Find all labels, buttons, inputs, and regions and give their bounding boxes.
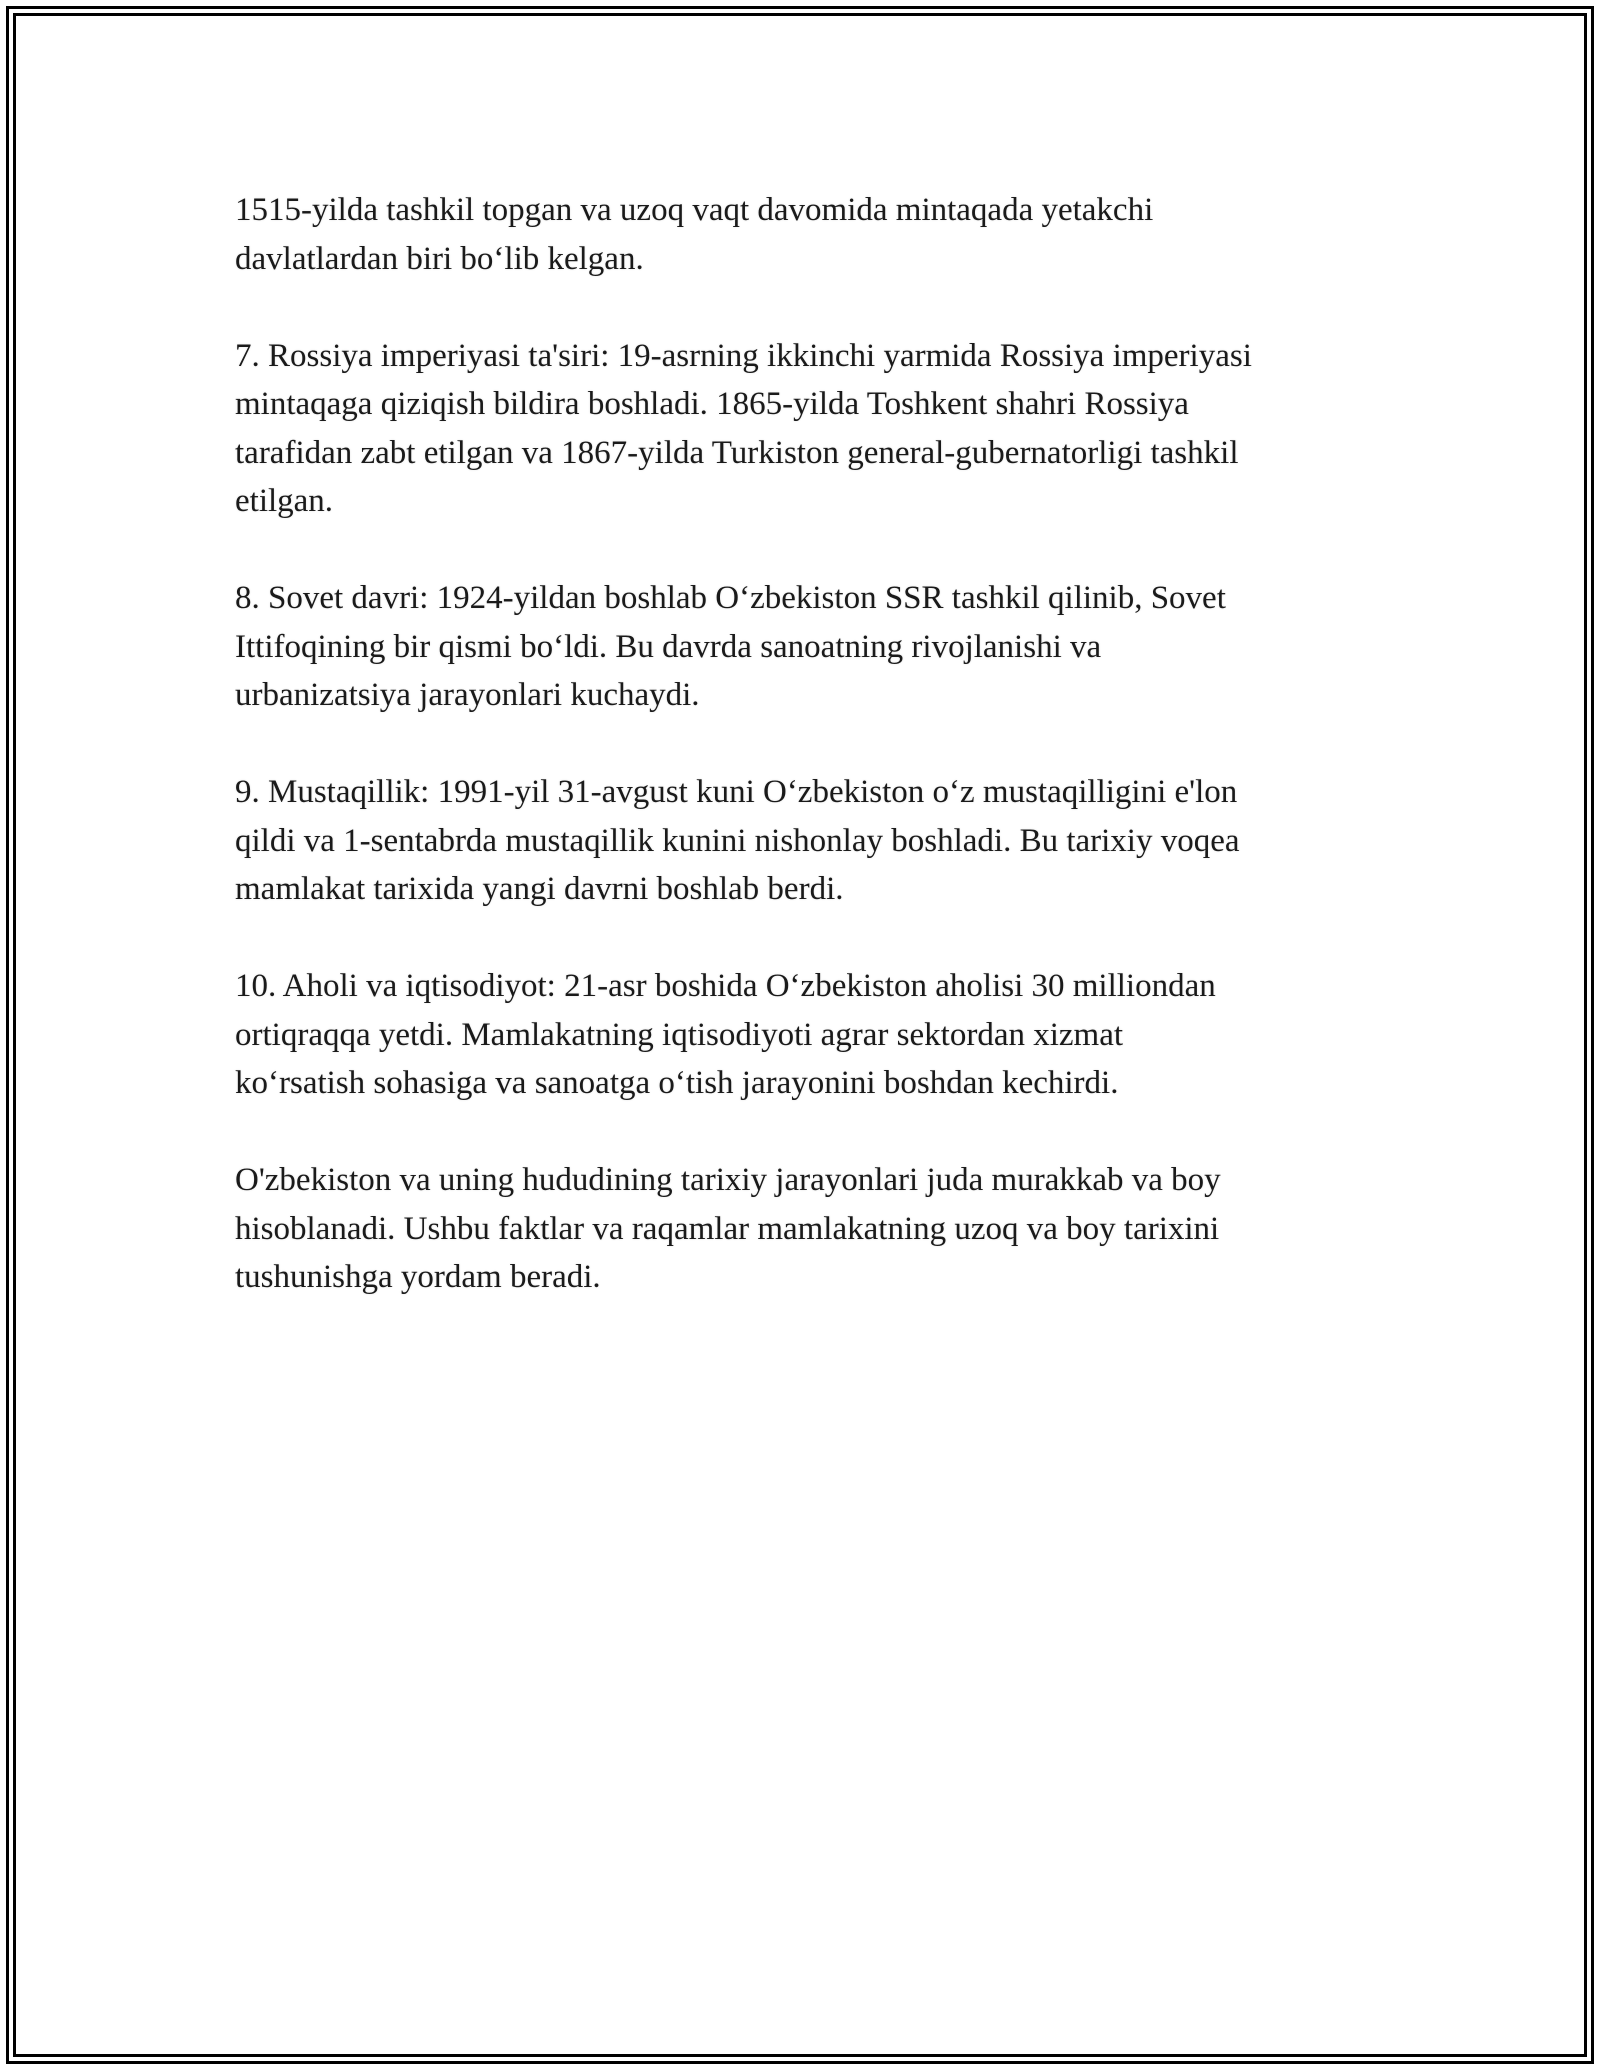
text-line: hisoblanadi. Ushbu faktlar va raqamlar mamlakatning uzoq va boy tarixini [235, 1210, 1220, 1247]
text-line: mintaqaga qiziqish bildira boshladi. 1865-yilda Toshkent shahri Rossiya [235, 386, 1189, 422]
text-line: 1515-yilda tashkil topgan va uzoq vaqt davomida mintaqada yetakchi [235, 192, 1154, 228]
text-line: 9. Mustaqillik: 1991-yil 31-avgust kuni O‘zbekiston o‘z mustaqilligini e'lon [235, 774, 1238, 810]
paragraph-soviet-period [235, 574, 1385, 720]
paragraph-russian-empire [235, 332, 1385, 526]
text-line: mamlakat tarixida yangi davrni boshlab berdi. [235, 871, 844, 907]
text-line: davlatlardan biri bo‘lib kelgan. [235, 240, 644, 277]
paragraph-independence [235, 768, 1385, 914]
paragraph-population-economy [235, 962, 1385, 1108]
paragraph-conclusion [235, 1156, 1385, 1302]
text-line: O'zbekiston va uning hududining tarixiy jarayonlari juda murakkab va boy [235, 1162, 1221, 1198]
paragraph-intro-continuation [235, 186, 1385, 283]
text-line: etilgan. [235, 483, 334, 519]
text-line: Ittifoqining bir qismi bo‘ldi. Bu davrda sanoatning rivojlanishi va [235, 628, 1102, 665]
text-line: ko‘rsatish sohasiga va sanoatga o‘tish jarayonini boshdan kechirdi. [235, 1065, 1119, 1101]
text-line: urbanizatsiya jarayonlari kuchaydi. [235, 677, 700, 713]
text-line: ortiqraqqa yetdi. Mamlakatning iqtisodiyoti agrar sektordan xizmat [235, 1016, 1124, 1053]
text-line: tushunishga yordam beradi. [235, 1259, 601, 1295]
text-line: 10. Aholi va iqtisodiyot: 21-asr boshida O‘zbekiston aholisi 30 milliondan [235, 968, 1216, 1004]
text-line: tarafidan zabt etilgan va 1867-yilda Turkiston general-gubernatorligi tashkil [235, 434, 1239, 471]
document-body [235, 186, 1385, 1350]
text-line: 8. Sovet davri: 1924-yildan boshlab O‘zbekiston SSR tashkil qilinib, Sovet [235, 580, 1226, 616]
text-line: 7. Rossiya imperiyasi ta'siri: 19-asrning ikkinchi yarmida Rossiya imperiyasi [235, 337, 1252, 374]
text-line: qildi va 1-sentabrda mustaqillik kunini nishonlay boshladi. Bu tarixiy voqea [235, 822, 1240, 859]
